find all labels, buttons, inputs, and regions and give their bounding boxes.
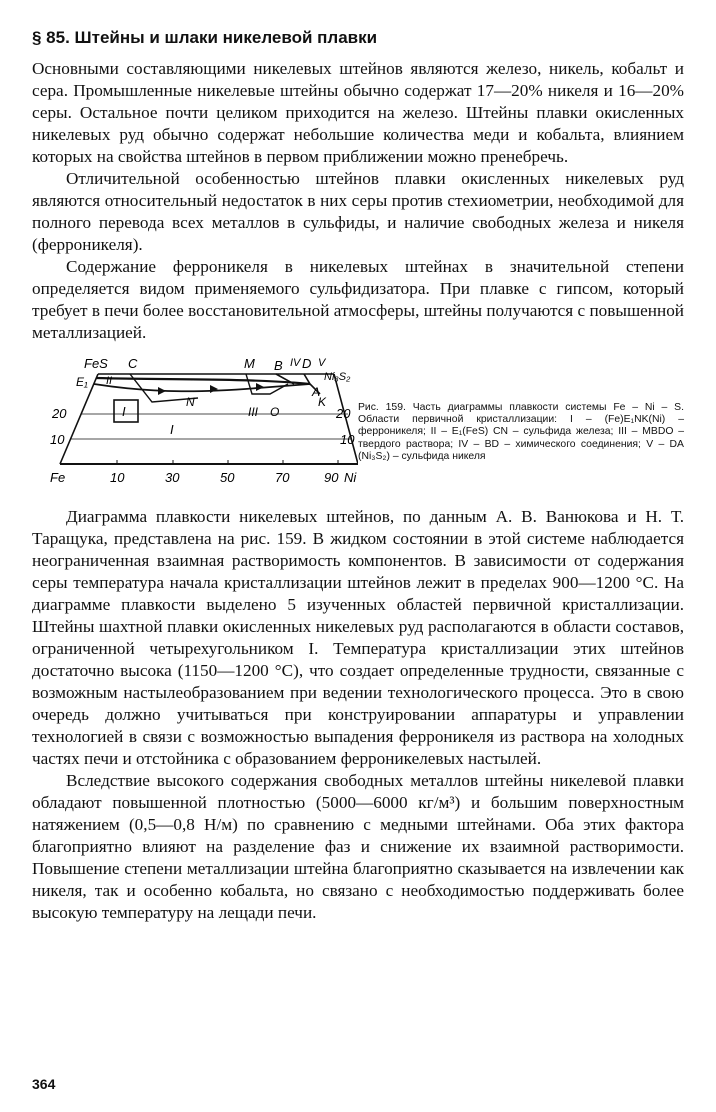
label-c: C [128,356,138,371]
paragraph-1: Основными составляющими никелевых штейнов являются железо, никель, кобальт и сера. Промышленные никелевые штейны обычно содержат 17—20% никеля и 16—20% серы. Остальное почти целиком приходится на железо. Штейны плавки окисленных никелевых руд обычно содержат небольшие количества меди и кобальта, влиянием которых на свойства штейнов в первом приближении можно пренебречь. [32,59,684,166]
figure-159 [32,354,684,494]
label-i-boxed: I [122,404,126,419]
label-k: K [318,395,327,409]
book-page [32,20,684,924]
label-left-20: 20 [52,406,67,421]
label-fes: FeS [84,356,108,371]
label-iv: IV [290,357,301,369]
region-i-box [114,400,138,422]
paragraph-5: Вследствие высокого содержания свободных металлов штейны никелевой плавки обладают повышенной плотностью (5000—6000 кг/м³) и большим поверхностным натяжением (0,5—0,8 Н/м) по сравнению с медными штейнами. Оба этих фактора благоприятно влияют на разделение фаз и снижение их взаимной растворимости. Повышение степени металлизации штейна благоприятно сказывается на извлечении как никеля, так и особенно кобальта, но связано с необходимостью поддерживать более высокую температуру на лещади печи. [32,771,684,922]
label-i: I [170,422,174,437]
tick-label-70: 70 [275,470,290,485]
tick-label-10: 10 [110,470,125,485]
label-ni: Ni [344,470,357,485]
label-d: D [302,356,312,371]
label-b: B [274,358,283,373]
label-a: A [312,385,321,399]
boundary-arrow-3 [256,383,264,391]
page-number: 364 [32,1076,56,1092]
boundary-arrow-2 [210,385,218,393]
boundary-arrow-1 [158,387,166,395]
paragraph-4: Диаграмма плавкости никелевых штейнов, по данным А. В. Ванюкова и Н. Т. Таращука, представлена на рис. 159. В жидком состоянии в этой системе наблюдается неограниченная взаимная растворимость компонентов. В зависимости от содержания серы температура начала кристаллизации штейнов лежит в пределах 900—1200 °С. На диаграмме плавкости выделено 5 изученных областей первичной кристаллизации. Штейны шахтной плавки окисленных никелевых руд располагаются в области составов, ограниченной четырехугольником I. Температура кристаллизации этих штейнов достаточно высока (1150—1200 °С), что создает определенные трудности, связанные с возможным настылеобразованием при ведении технологического процесса. Это в свою очередь должно учитываться при конструировании аппаратуры и управлении технологией в связи с возможностью выпадения ферроникеля из раствора на холодных частях печи и отстойника с образованием ферроникелевых настылей. [32,507,684,768]
label-e1: E₁ [76,375,88,389]
section-heading: § 85. Штейны и шлаки никелевой плавки [32,28,378,47]
tick-label-90: 90 [324,470,339,485]
phase-diagram [48,354,358,494]
paragraph-3: Содержание ферроникеля в никелевых штейнах в значительной степени определяется видом применяемого сульфидизатора. При плавке с гипсом, который требует в печи более восстановительной атмосферы, штейны получаются с повышенной металлизацией. [32,257,684,342]
boundary-e1-a [96,378,310,384]
tick-label-30: 30 [165,470,180,485]
label-right-20: 20 [336,406,351,421]
label-left-10: 10 [50,432,65,447]
label-o: O [270,405,280,419]
label-v: V [318,357,326,369]
figure-caption: Рис. 159. Часть диаграммы плавкости системы Fe – Ni – S. Области первичной кристаллизации: I – (Fe)E₁NK(Ni) – ферроникеля; II – E₁(FeS) CN – сульфида железа; III – MBDO – твердого раствора; IV – BD – химического соединения; V – DA (Ni₃S₂) – сульфида никеля [358,402,684,462]
label-ii: II [106,375,113,387]
label-n: N [186,395,195,409]
label-m: M [244,356,255,371]
label-ni3s2: Ni₃S₂ [324,371,351,383]
label-iii: III [248,405,259,419]
tick-label-50: 50 [220,470,235,485]
paragraph-2: Отличительной особенностью штейнов плавки окисленных никелевых руд являются относительный недостаток в них серы против стехиометрии, необходимой для полного перевода всех металлов в сульфиды, и наличие свободных железа и никеля (ферроникеля). [32,169,684,254]
label-fe: Fe [50,470,66,485]
label-right-10: 10 [340,432,355,447]
